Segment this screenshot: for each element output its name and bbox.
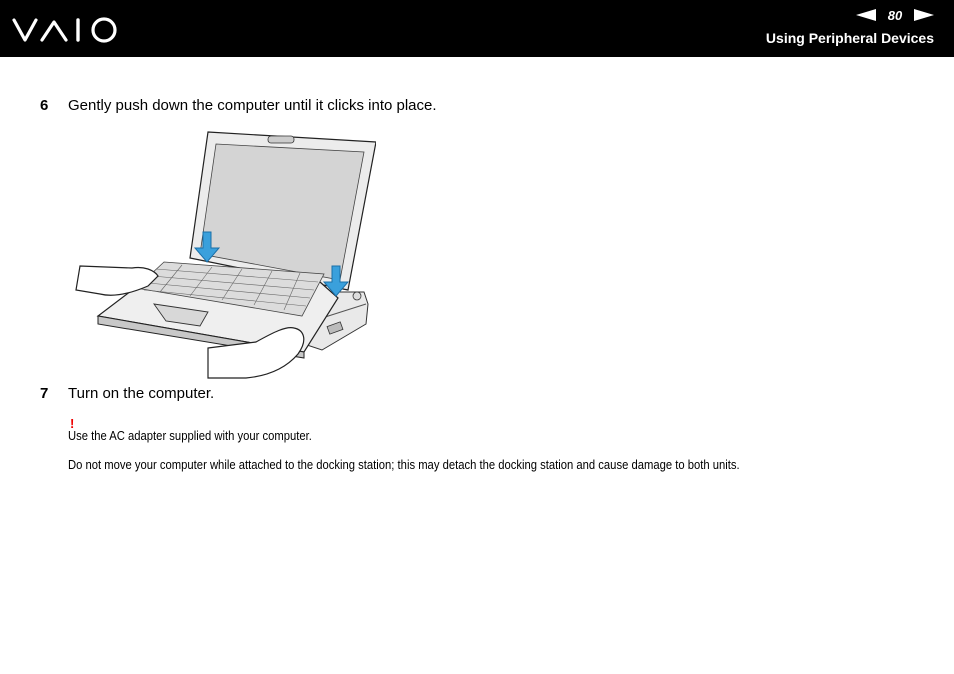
previous-page-icon[interactable] xyxy=(856,9,876,21)
page-number: 80 xyxy=(887,7,903,23)
vaio-logo xyxy=(12,14,120,44)
page-header xyxy=(0,0,954,57)
step-text: Gently push down the computer until it clicks into place. xyxy=(68,97,437,114)
note-text: Use the AC adapter supplied with your computer. xyxy=(68,429,312,443)
next-page-icon[interactable] xyxy=(914,9,934,21)
section-title: Using Peripheral Devices xyxy=(765,30,934,46)
laptop-docking-illustration xyxy=(72,128,376,380)
step-number: 6 xyxy=(40,97,49,114)
step-6 xyxy=(40,97,437,114)
step-text: Turn on the computer. xyxy=(68,385,215,402)
note-text: Do not move your computer while attached to the docking station; this may detach the docking station and cause damage to both units. xyxy=(68,458,740,472)
page-navigation xyxy=(856,7,934,23)
step-number: 7 xyxy=(40,385,49,402)
warning-marker: ! xyxy=(70,416,75,431)
step-7 xyxy=(40,385,214,402)
